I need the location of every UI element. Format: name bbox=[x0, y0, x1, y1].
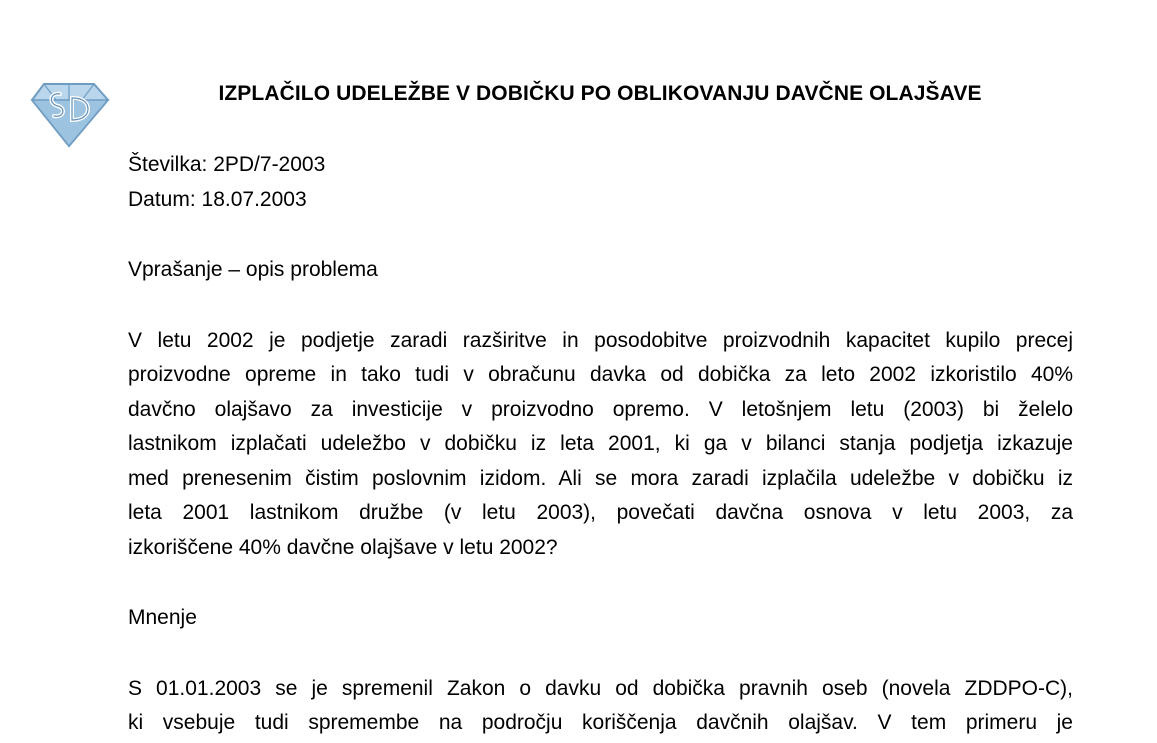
opinion-line: S 01.01.2003 se je spremenil Zakon o davku od dobička pravnih oseb (novela ZDDPO-C), bbox=[128, 676, 1073, 700]
section-heading-opinion: Mnenje bbox=[128, 606, 197, 629]
document-date: Datum: 18.07.2003 bbox=[128, 187, 307, 211]
opinion-paragraph bbox=[128, 672, 1073, 741]
question-line: izkoriščene 40% davčne olajšave v letu 2002? bbox=[128, 535, 558, 559]
diamond-sd-logo-icon bbox=[26, 76, 112, 150]
opinion-line: ki vsebuje tudi spremembe na področju koriščenja davčnih olajšav. V tem primeru je bbox=[128, 711, 1073, 734]
document-body bbox=[128, 148, 1073, 741]
question-line: lastnikom izplačati udeležbo v dobičku iz leta 2001, ki ga v bilanci stanja podjetja izkazuje bbox=[128, 432, 1073, 455]
section-heading-question: Vprašanje – opis problema bbox=[128, 258, 378, 281]
document-number: Številka: 2PD/7-2003 bbox=[128, 153, 326, 176]
question-line: leta 2001 lastnikom družbe (v letu 2003), povečati davčna osnova v letu 2003, za bbox=[128, 501, 1073, 524]
question-line: davčno olajšavo za investicije v proizvodno opremo. V letošnjem letu (2003) bi želelo bbox=[128, 397, 1073, 421]
question-line: proizvodne opreme in tako tudi v obračunu davka od dobička za leto 2002 izkoristilo 40% bbox=[128, 363, 1073, 386]
question-paragraph bbox=[128, 324, 1073, 566]
document-title: IZPLAČILO UDELEŽBE V DOBIČKU PO OBLIKOVANJU DAVČNE OLAJŠAVE bbox=[218, 82, 982, 105]
question-line: V letu 2002 je podjetje zaradi razširitve in posodobitve proizvodnih kapacitet kupilo precej bbox=[128, 328, 1073, 352]
question-line: med prenesenim čistim poslovnim izidom. Ali se mora zaradi izplačila udeležbe v dobičku iz bbox=[128, 466, 1073, 490]
